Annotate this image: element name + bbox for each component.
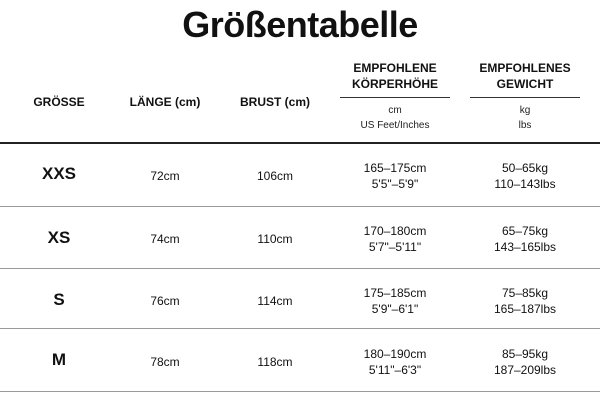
- header-chest: BRUST (cm): [239, 95, 310, 109]
- height-cm: 180–190cm: [363, 347, 427, 361]
- header-size: GRÖSSE: [33, 95, 85, 109]
- weight-kg: 75–85kg: [501, 286, 549, 300]
- height-cm: 170–180cm: [363, 224, 427, 238]
- length-cell: 78cm: [150, 355, 180, 369]
- height-cell: [330, 285, 460, 317]
- size-label: XS: [47, 228, 71, 247]
- page-title: Größentabelle: [182, 4, 418, 45]
- height-cm: 165–175cm: [363, 161, 427, 175]
- height-cell: [330, 223, 460, 255]
- header-divider: [0, 142, 600, 144]
- header-weight-units: [470, 103, 580, 133]
- chest-cell: 106cm: [256, 169, 294, 183]
- row-divider: [0, 328, 600, 329]
- weight-kg: 85–95kg: [501, 347, 549, 361]
- height-cell: [330, 346, 460, 378]
- height-ft: 5'11"–6'3": [368, 363, 422, 377]
- row-divider: [0, 391, 600, 392]
- height-ft: 5'7"–5'11": [368, 240, 422, 254]
- weight-cell: [470, 223, 580, 255]
- weight-cell: [470, 160, 580, 192]
- header-height: [330, 60, 460, 92]
- weight-cell: [470, 346, 580, 378]
- height-cell: [330, 160, 460, 192]
- weight-lbs: 187–209lbs: [493, 363, 557, 377]
- weight-lbs: 143–165lbs: [493, 240, 557, 254]
- length-cell: 76cm: [150, 294, 180, 308]
- height-unit-ft: US Feet/Inches: [360, 120, 430, 131]
- header-height-line1: EMPFOHLENE: [353, 61, 437, 75]
- header-weight-line2: GEWICHT: [496, 77, 554, 91]
- height-ft: 5'9"–6'1": [371, 302, 419, 316]
- header-height-underline: [340, 97, 450, 98]
- weight-cell: [470, 285, 580, 317]
- length-cell: 74cm: [150, 232, 180, 246]
- row-divider: [0, 206, 600, 207]
- row-divider: [0, 268, 600, 269]
- header-weight-underline: [470, 97, 580, 98]
- weight-lbs: 165–187lbs: [493, 302, 557, 316]
- weight-lbs: 110–143lbs: [494, 177, 556, 191]
- chest-cell: 114cm: [257, 294, 293, 308]
- weight-kg: 65–75kg: [501, 224, 549, 238]
- size-label: M: [51, 350, 67, 369]
- header-height-line2: KÖRPERHÖHE: [351, 77, 438, 91]
- height-cm: 175–185cm: [363, 286, 427, 300]
- header-length: LÄNGE (cm): [129, 95, 201, 109]
- header-weight: [470, 60, 580, 92]
- weight-unit-lbs: lbs: [518, 120, 532, 131]
- header-height-units: [330, 103, 460, 133]
- chest-cell: 110cm: [257, 232, 293, 246]
- size-label: S: [53, 290, 65, 309]
- size-label: XXS: [41, 164, 77, 183]
- height-unit-cm: cm: [388, 105, 402, 116]
- length-cell: 72cm: [150, 169, 180, 183]
- height-ft: 5'5"–5'9": [371, 177, 419, 191]
- weight-kg: 50–65kg: [501, 161, 549, 175]
- header-weight-line1: EMPFOHLENES: [479, 61, 571, 75]
- weight-unit-kg: kg: [519, 105, 531, 116]
- chest-cell: 118cm: [257, 355, 293, 369]
